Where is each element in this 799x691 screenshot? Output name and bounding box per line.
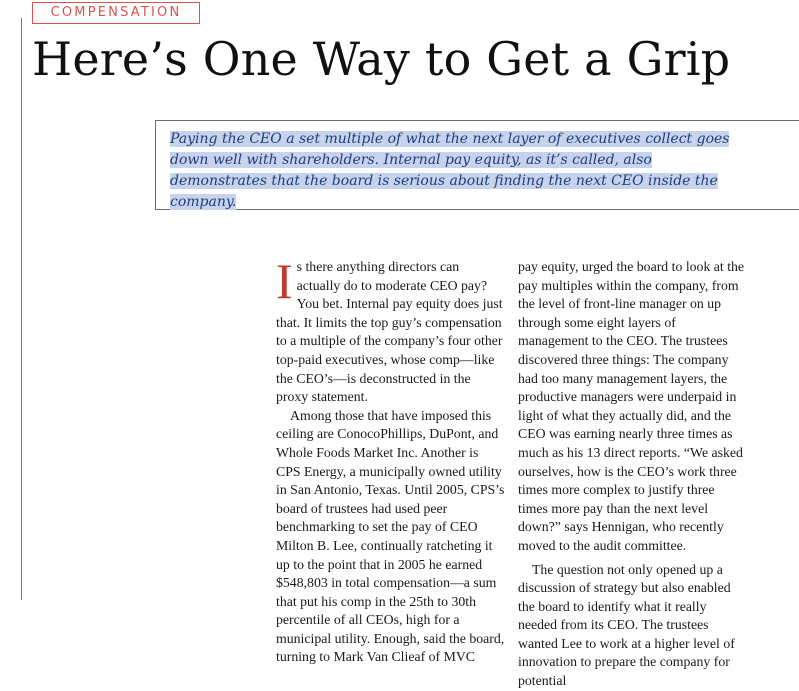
section-label: COMPENSATION: [32, 2, 200, 24]
article-column-2: [518, 258, 746, 691]
deck-highlight: Paying the CEO a set multiple of what the next layer of executives collect goes down well with shareholders. Internal pay equity, as it’s called, also demonstrates that the board is serious about finding the next CEO inside the company.: [170, 131, 730, 210]
paragraph: The question not only opened up a discussion of strategy but also enabled the board to identify what it really needed from its CEO. The trustees wanted Lee to work at a higher level of innovation to prepare the company for potential: [518, 561, 735, 689]
article-column-1: [276, 253, 506, 667]
section-rule: [21, 18, 22, 600]
paragraph-text: s there anything directors can actually do to moderate CEO pay? You bet. Internal pay equity does just that. It limits the top guy’s compensation to a multiple of the company’s four other top-paid executives, whose comp—like the CEO’s—is deconstructed in the proxy statement.: [276, 259, 503, 405]
paragraph: [276, 253, 506, 407]
paragraph: Among those that have imposed this ceiling are ConocoPhillips, DuPont, and Whole Foods Market Inc. Another is CPS Energy, a municipally owned utility in San Antonio, Texas. Until 2005, CPS’s board of trustees had used peer benchmarking to set the pay of CEO Milton B. Lee, continually ratcheting it up to the point that in 2005 he earned $548,803 in total compensation—a sum that put his comp in the 25th to 30th percentile of all CEOs, high for a municipal utility. Enough, said the board, turning to Mark Van Clieaf of MVC: [276, 407, 505, 665]
drop-cap: I: [276, 253, 293, 309]
headline: Here’s One Way to Get a Grip: [32, 32, 731, 86]
paragraph: pay equity, urged the board to look at the pay multiples within the company, from the level of front-line manager on up through some eight layers of management to the CEO. The trustees discovered three things: The company had too many management layers, the productive managers were underpaid in light of what they actually did, and the CEO was earning nearly three times as much as his 13 direct reports. “We asked ourselves, how is the CEO’s work three times more complex to justify three times more pay than the next level down?” says Hennigan, who recently moved to the audit committee.: [518, 259, 745, 553]
deck-text[interactable]: [170, 129, 740, 213]
